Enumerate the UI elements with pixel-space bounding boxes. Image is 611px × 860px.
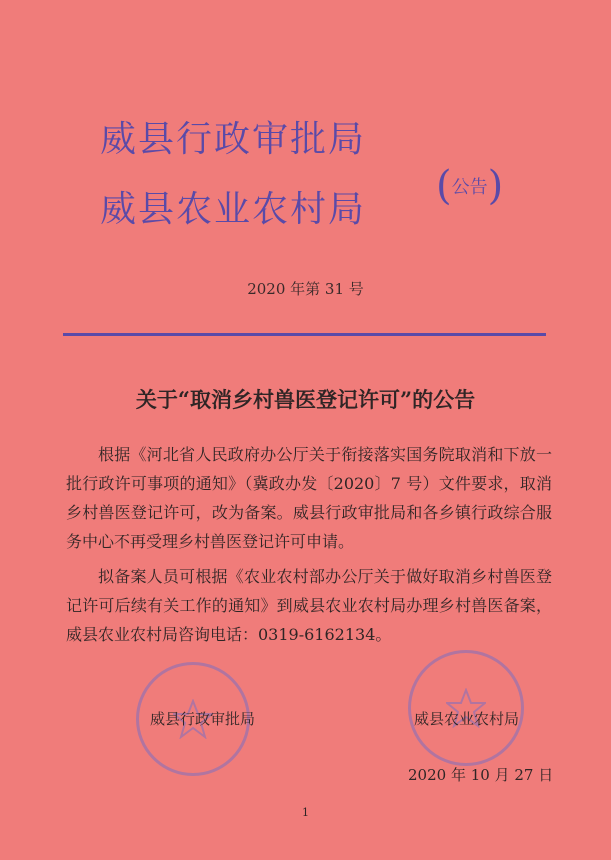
close-paren-glyph: ) xyxy=(487,163,504,209)
document-number: 2020 年第 31 号 xyxy=(247,280,364,298)
issuer-line-2: 威县农业农村局 xyxy=(100,189,367,230)
page-number: 1 xyxy=(302,806,309,819)
open-paren-glyph: ( xyxy=(436,163,452,209)
signature-right: 威县农业农村局 xyxy=(414,710,520,728)
body-paragraph-1: 根据《河北省人民政府办公厅关于衔接落实国务院取消和下放一批行政许可事项的通知》（冀政办发〔2020〕7 号）文件要求，取消乡村兽医登记许可，改为备案。威县行政审批局和各乡镇行政综合服务中心不再受理乡村兽医登记许可申请。 xyxy=(66,445,552,551)
document-type xyxy=(436,163,504,209)
announcement-body xyxy=(66,440,552,655)
body-paragraph-2: 拟备案人员可根据《农业农村部办公厅关于做好取消乡村兽医登记许可后续有关工作的通知》到威县农业农村局办理乡村兽医备案，威县农业农村局咨询电话：0319-6162134。 xyxy=(66,567,552,644)
issuer-line-1: 威县行政审批局 xyxy=(100,119,367,160)
signature-date: 2020 年 10 月 27 日 xyxy=(408,766,554,784)
header-divider xyxy=(63,333,546,336)
announcement-title: 关于“取消乡村兽医登记许可”的公告 xyxy=(135,387,476,412)
document-type-label: 公告 xyxy=(451,177,488,198)
signature-left: 威县行政审批局 xyxy=(150,710,256,728)
